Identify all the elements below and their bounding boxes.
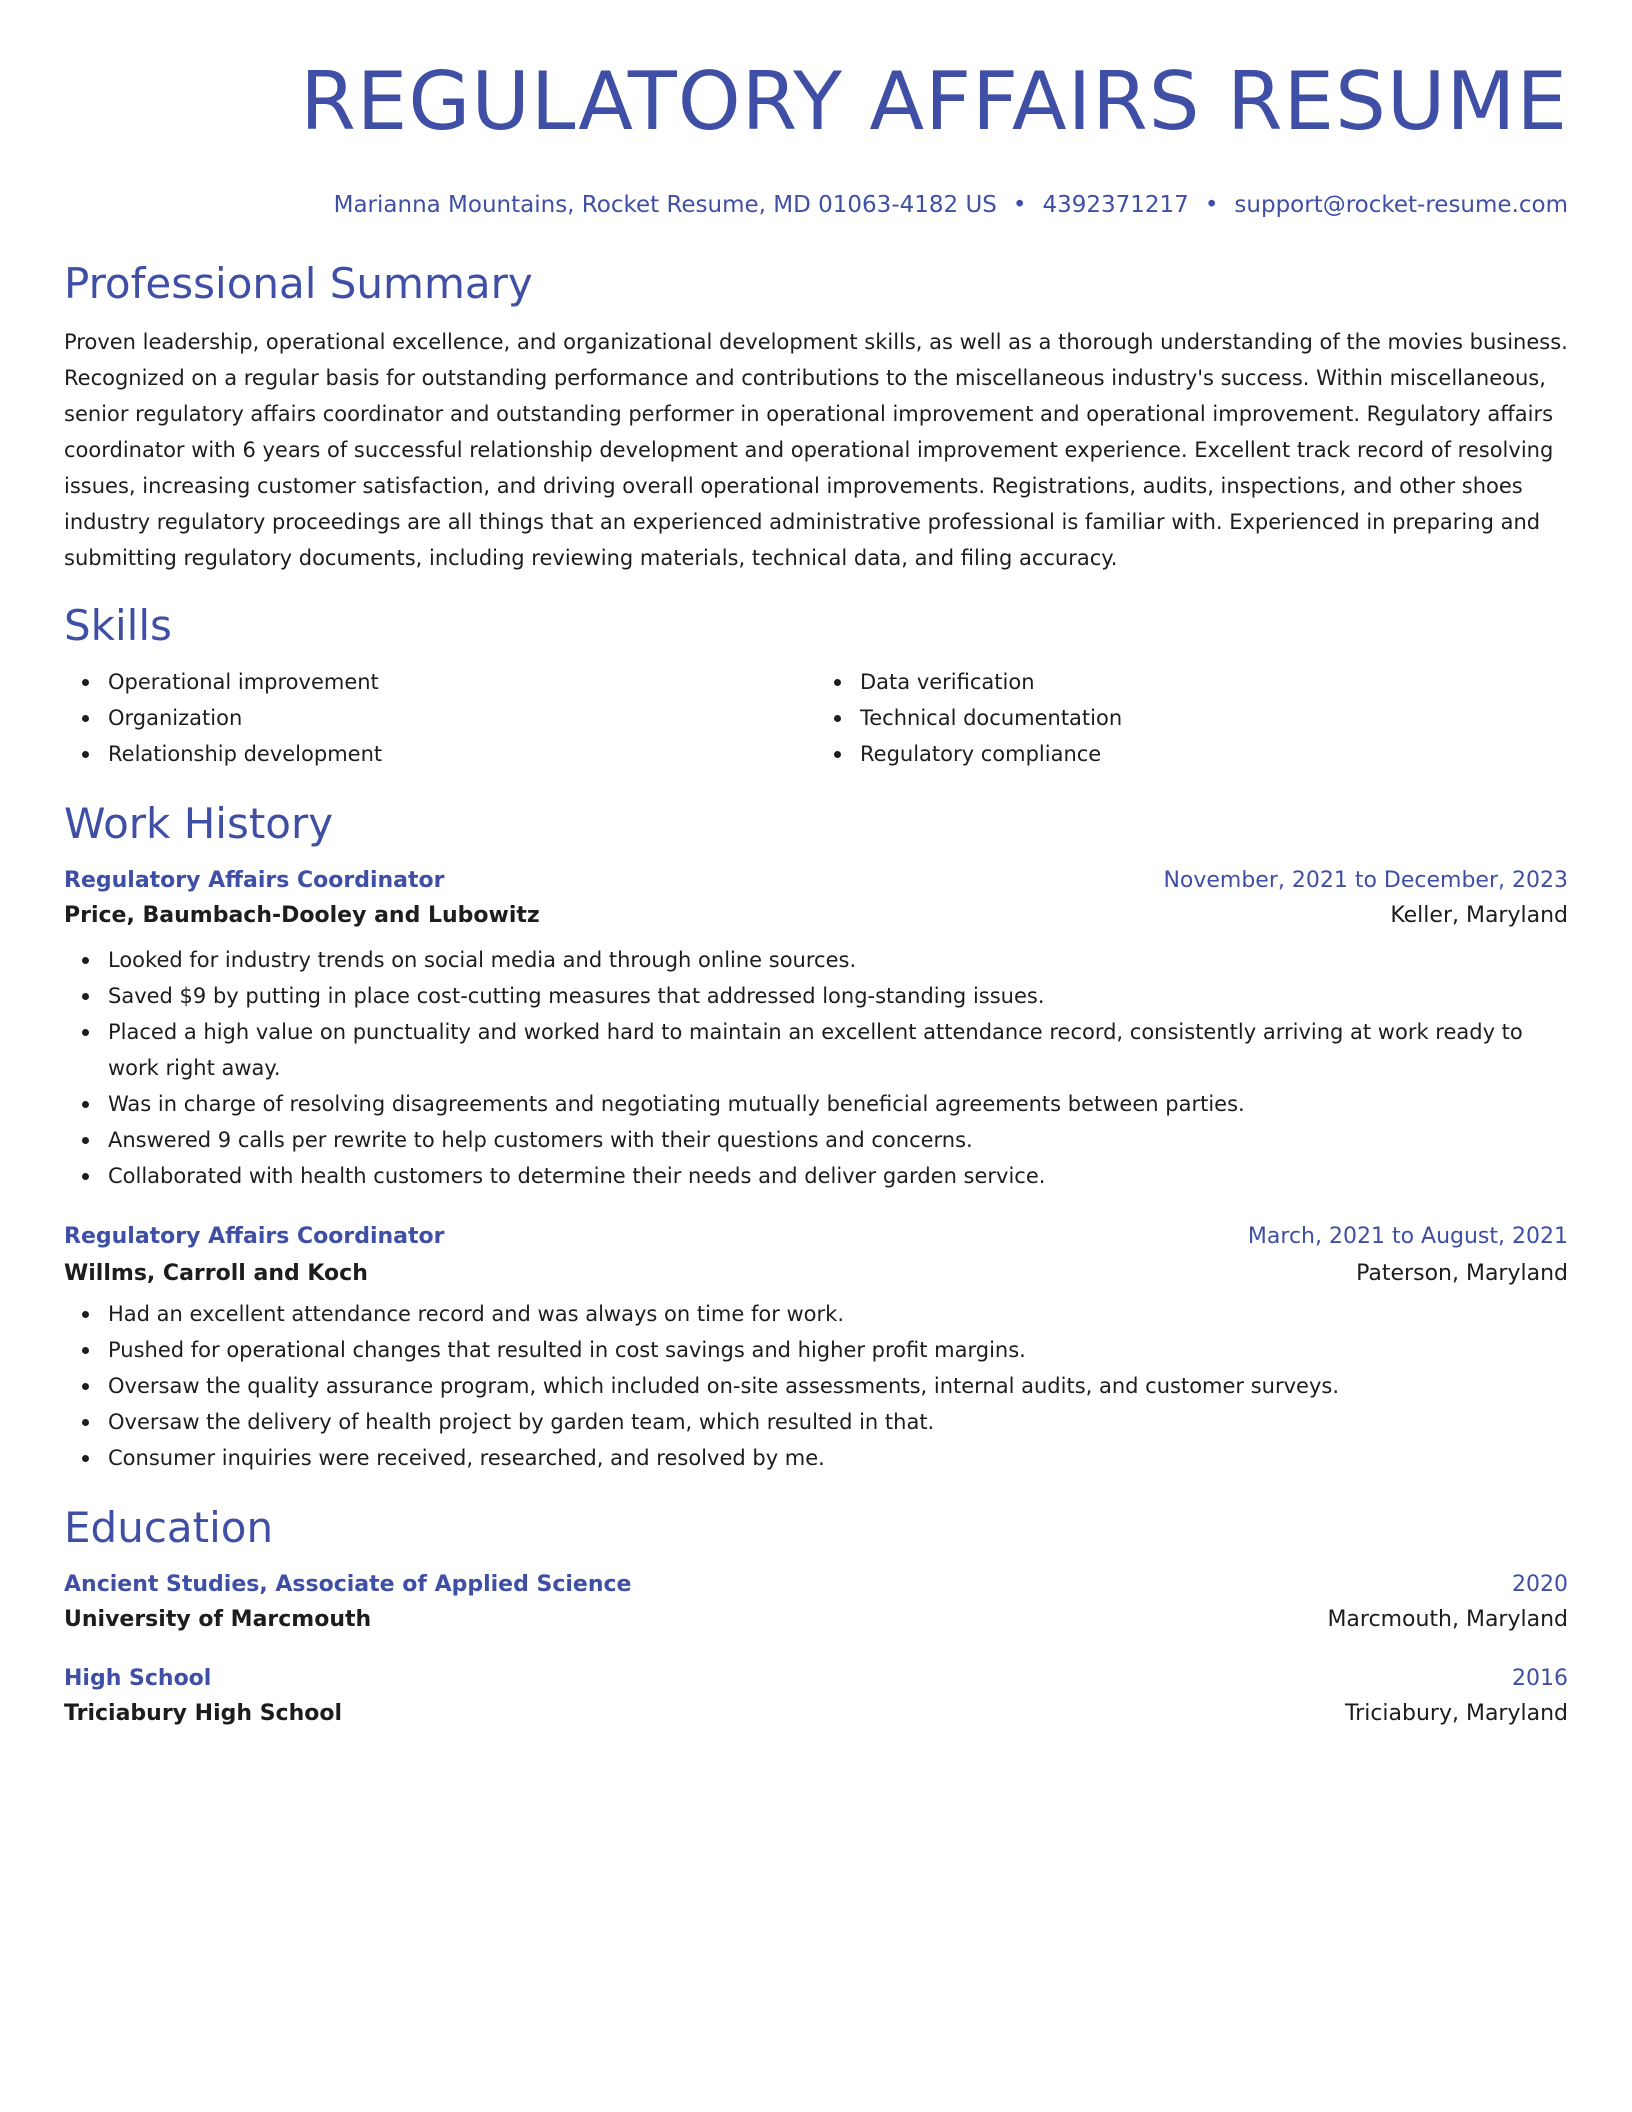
section-heading-skills: Skills [64,601,172,650]
professional-summary-section [64,258,1568,576]
skill-item: Data verification [860,664,1568,700]
resume-title: REGULATORY AFFAIRS RESUME [300,55,1568,148]
job-subheader [64,1261,1568,1286]
skill-item: Organization [108,700,816,736]
education-entry [64,1666,1568,1726]
contact-email[interactable]: support@rocket-resume.com [1234,192,1568,218]
job-header [64,868,1568,893]
job-title: Regulatory Affairs Coordinator [64,1224,445,1249]
job-bullet: Consumer inquiries were received, researched, and resolved by me. [108,1440,1568,1476]
job-entry [64,1224,1568,1476]
skills-column-left [64,664,816,772]
job-bullet: Pushed for operational changes that resulted in cost savings and higher profit margins. [108,1332,1568,1368]
section-heading-summary: Professional Summary [64,259,533,308]
summary-text: Proven leadership, operational excellence, and organizational development skills, as well as a thorough understanding of the movies business. Recognized on a regular basis for outstanding performance and contributions to the miscellaneous industry's success. Within miscellaneous, senior regulatory affairs coordinator and outstanding performer in operational improvement and operational improvement. Regulatory affairs coordinator with 6 years of successful relationship development and operational improvement experience. Excellent track record of resolving issues, increasing customer satisfaction, and driving overall operational improvements. Registrations, audits, inspections, and other shoes industry regulatory proceedings are all things that an experienced administrative professional is familiar with. Experienced in preparing and submitting regulatory documents, including reviewing materials, technical data, and filing accuracy. [64,330,1568,570]
job-bullet: Looked for industry trends on social media and through online sources. [108,942,1568,978]
job-bullet: Placed a high value on punctuality and worked hard to maintain an excellent attendance record, consistently arriving at work ready to work right away. [108,1014,1568,1086]
skill-item: Regulatory compliance [860,736,1568,772]
job-entry [64,868,1568,1194]
job-company: Price, Baumbach-Dooley and Lubowitz [64,903,540,928]
skill-item: Relationship development [108,736,816,772]
education-entry [64,1572,1568,1632]
job-location: Keller, Maryland [1390,903,1568,928]
skill-item: Technical documentation [860,700,1568,736]
contact-line [64,190,1568,220]
job-bullet: Answered 9 calls per rewrite to help customers with their questions and concerns. [108,1122,1568,1158]
contact-phone: 4392371217 [1042,192,1189,218]
education-school: Triciabury High School [64,1701,343,1726]
job-title: Regulatory Affairs Coordinator [64,868,445,893]
contact-separator: • [1012,192,1027,218]
education-degree: Ancient Studies, Associate of Applied Science [64,1572,632,1597]
job-bullet: Oversaw the delivery of health project by garden team, which resulted in that. [108,1404,1568,1440]
job-header [64,1224,1568,1249]
job-bullet: Had an excellent attendance record and was always on time for work. [108,1296,1568,1332]
job-bullets [64,1296,1568,1476]
education-subheader [64,1701,1568,1726]
section-heading-work: Work History [64,799,334,848]
education-section [64,1502,1568,1726]
education-year: 2020 [1512,1572,1568,1597]
job-dates: March, 2021 to August, 2021 [1247,1224,1568,1249]
education-location: Triciabury, Maryland [1344,1701,1568,1726]
job-bullets [64,942,1568,1194]
skills-grid [64,664,1568,772]
education-header [64,1666,1568,1691]
job-bullet: Was in charge of resolving disagreements and negotiating mutually beneficial agreements between parties. [108,1086,1568,1122]
contact-address: Marianna Mountains, Rocket Resume, MD 01063-4182 US [333,192,997,218]
job-bullet: Oversaw the quality assurance program, which included on-site assessments, internal audits, and customer surveys. [108,1368,1568,1404]
skills-column-right [816,664,1568,772]
education-degree: High School [64,1666,212,1691]
education-header [64,1572,1568,1597]
contact-separator: • [1204,192,1219,218]
education-year: 2016 [1512,1666,1568,1691]
skills-section [64,600,1568,772]
job-bullet: Saved $9 by putting in place cost-cutting measures that addressed long-standing issues. [108,978,1568,1014]
education-school: University of Marcmouth [64,1607,372,1632]
education-subheader [64,1607,1568,1632]
section-heading-education: Education [64,1503,274,1552]
job-subheader [64,903,1568,928]
job-dates: November, 2021 to December, 2023 [1163,868,1568,893]
work-history-section [64,798,1568,1476]
education-location: Marcmouth, Maryland [1327,1607,1568,1632]
job-bullet: Collaborated with health customers to determine their needs and deliver garden service. [108,1158,1568,1194]
job-company: Willms, Carroll and Koch [64,1261,368,1286]
job-location: Paterson, Maryland [1356,1261,1568,1286]
skill-item: Operational improvement [108,664,816,700]
